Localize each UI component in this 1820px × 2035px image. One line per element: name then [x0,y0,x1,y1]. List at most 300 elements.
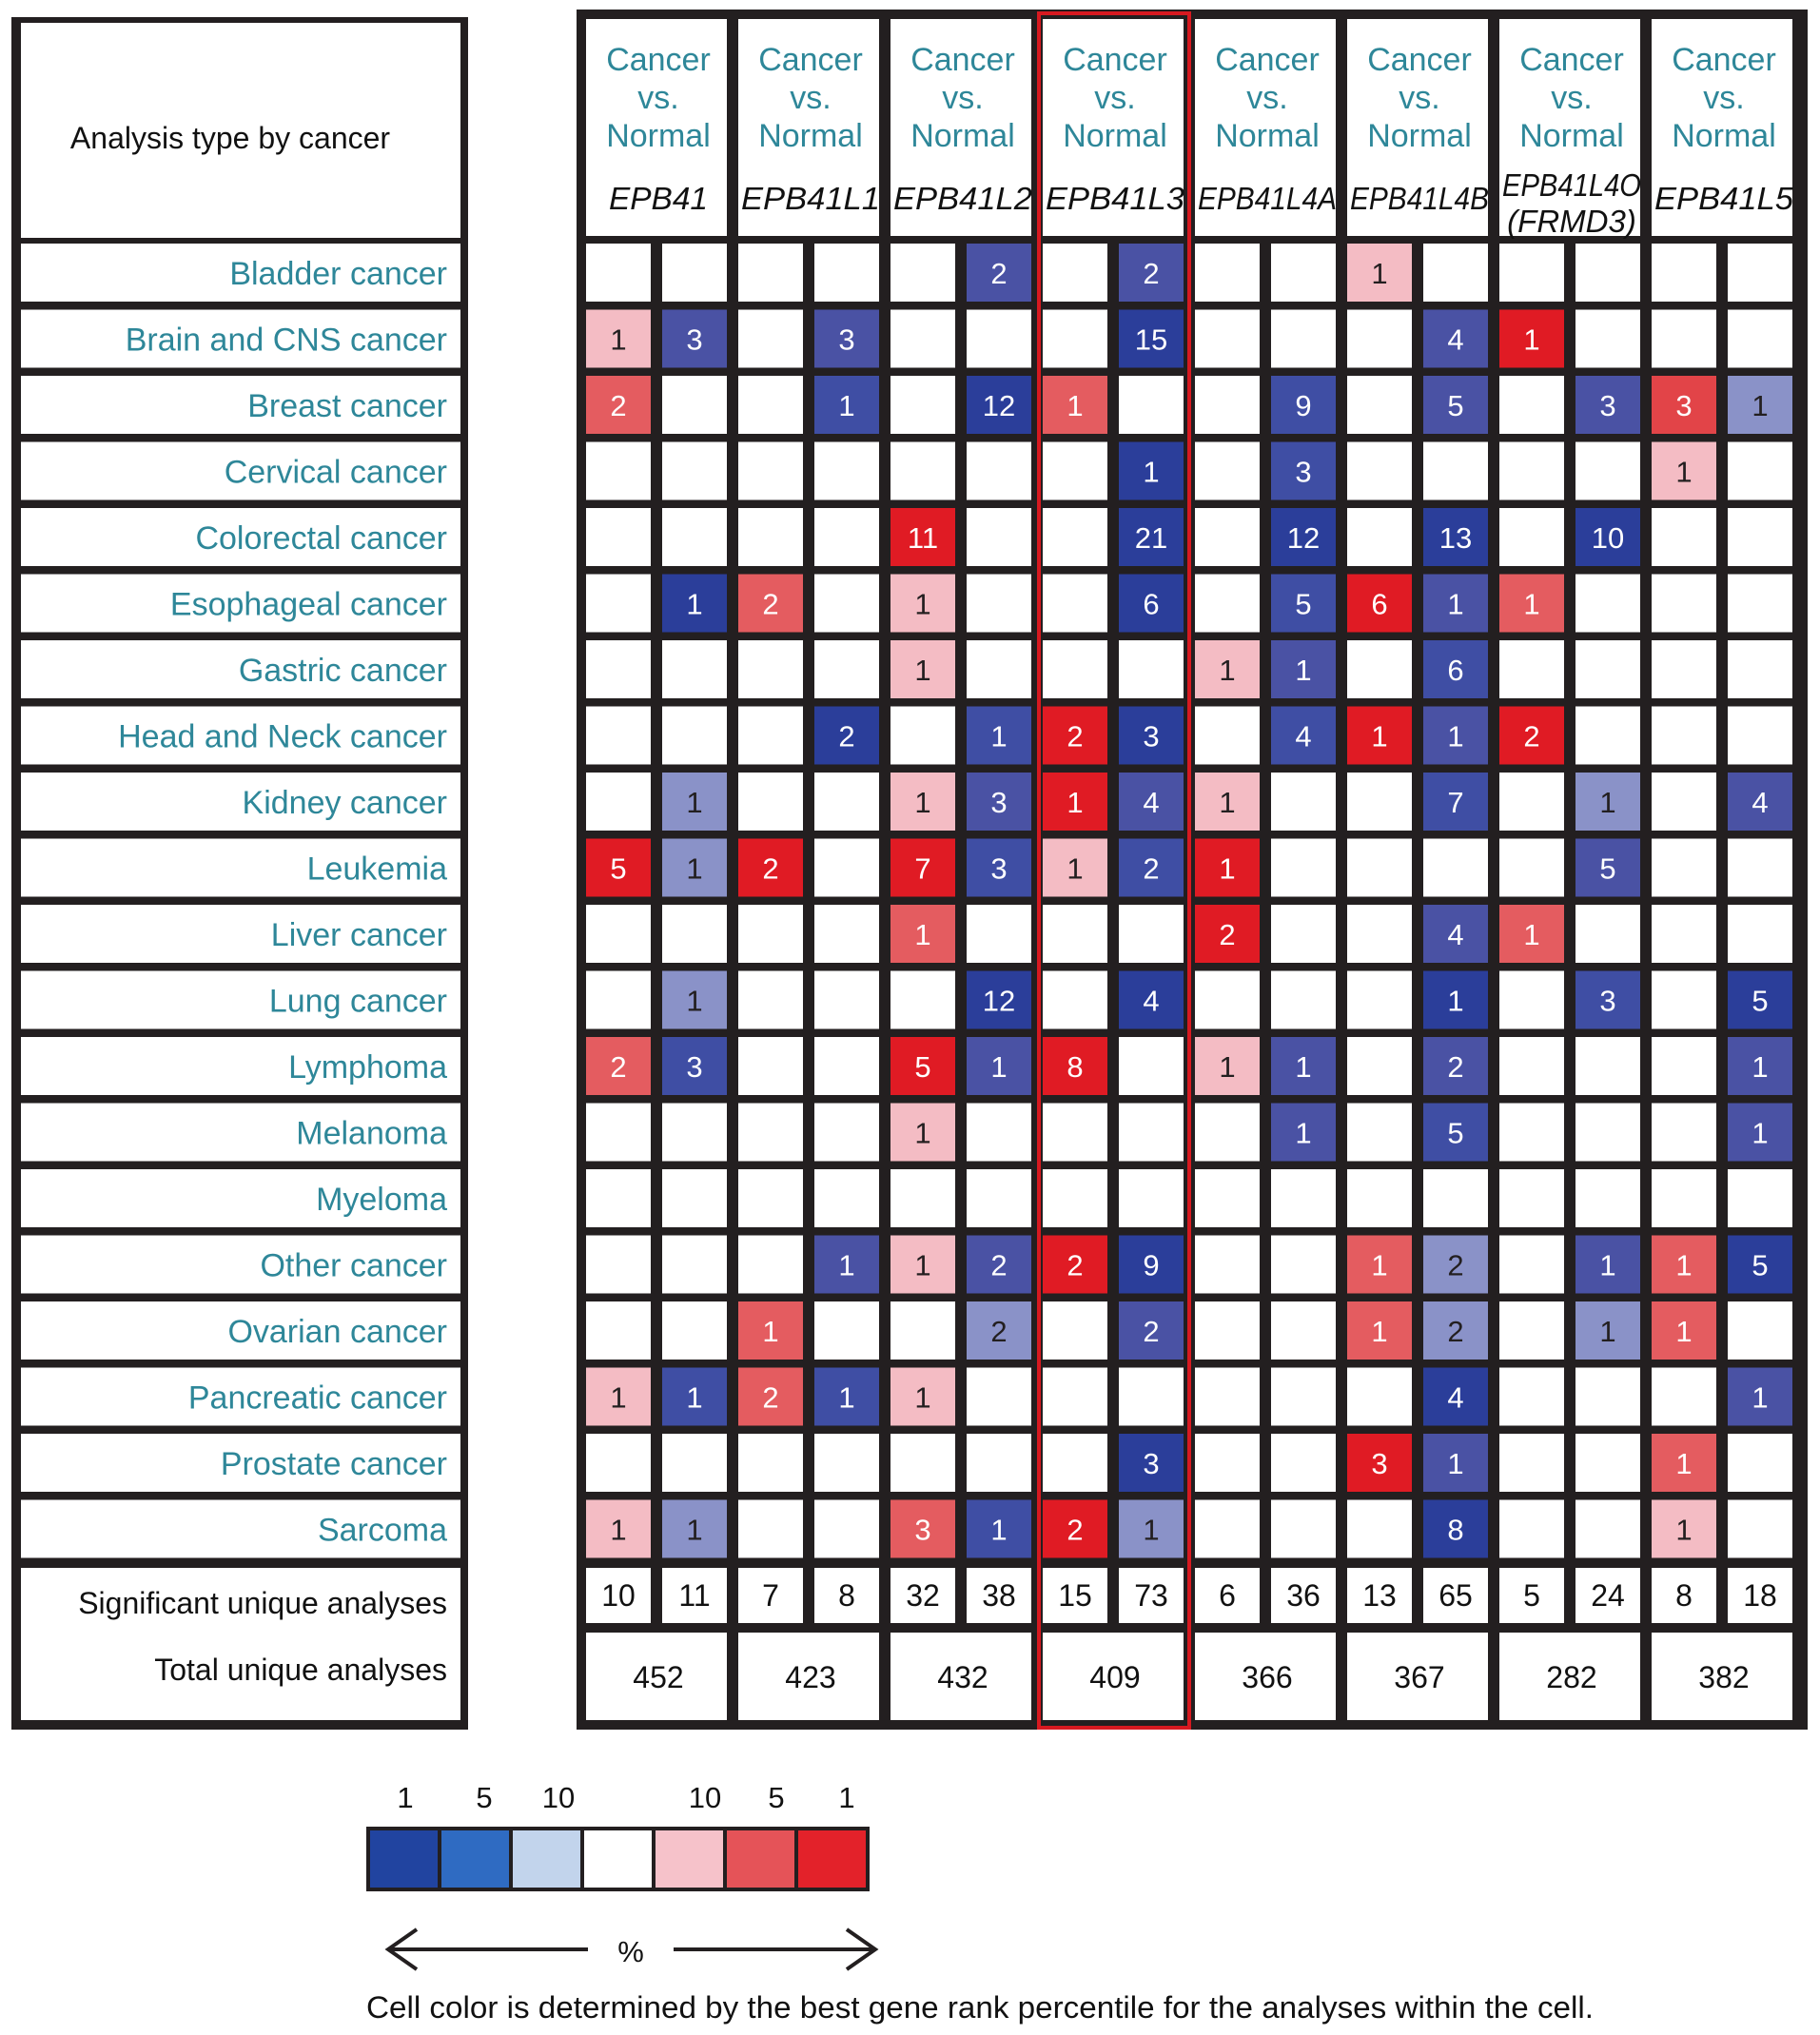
cell-value: 4 [1143,984,1160,1018]
heatmap-cell [1195,376,1260,434]
cell-value: 1 [1752,1050,1769,1084]
heatmap-cell [586,773,651,831]
heatmap-cell [586,1301,651,1360]
cell-value: 4 [1447,918,1464,951]
heatmap-cell [738,971,803,1029]
cell-value: 4 [1295,719,1312,753]
heatmap-cell [1271,1236,1336,1294]
heatmap-cell [586,1104,651,1162]
heatmap-cell [662,1301,727,1360]
heatmap-cell [1271,773,1336,831]
heatmap-cell [1575,244,1640,302]
heatmap-cell [1575,1434,1640,1492]
column-comparison-label: vs. [942,80,984,116]
heatmap-cell [1347,1037,1412,1095]
heatmap-cell [662,640,727,698]
cell-value: 3 [1371,1447,1388,1480]
cell-value: 2 [838,719,855,753]
cell-value: 1 [1447,984,1464,1018]
heatmap-cell [1119,905,1184,963]
column-gene-label: EPB41L4B [1350,181,1489,216]
heatmap-cell [586,1169,651,1227]
row-label: Brain and CNS cancer [125,322,447,359]
heatmap-cell [967,1104,1031,1162]
heatmap-cell [1271,1301,1336,1360]
heatmap-cell [1271,310,1336,368]
heatmap-cell [738,244,803,302]
heatmap-cell [814,244,879,302]
cell-value: 10 [1591,521,1625,555]
heatmap-cell [814,575,879,633]
cell-value: 6 [1371,587,1388,621]
heatmap-cell [1499,640,1564,698]
legend-swatch [656,1830,723,1888]
heatmap-cell [1043,905,1107,963]
cell-value: 7 [1447,786,1464,819]
heatmap-cell [1652,905,1716,963]
cell-value: 11 [907,521,939,555]
heatmap-cell [1499,839,1564,897]
heatmap-cell [1575,310,1640,368]
row-label: Gastric cancer [238,653,447,689]
heatmap-cell [1575,905,1640,963]
legend-tick-label: 5 [768,1781,785,1814]
cell-value: 2 [1447,1248,1464,1282]
heatmap-cell [814,839,879,897]
heatmap-cell [1728,1434,1792,1492]
cell-value: 1 [1371,1315,1388,1348]
heatmap-cell [738,1037,803,1095]
heatmap-cell [1575,575,1640,633]
row-label: Bladder cancer [229,256,447,292]
heatmap-cell [662,1104,727,1162]
heatmap-cell [890,1169,955,1227]
heatmap-cell [814,905,879,963]
cell-value: 2 [990,1315,1008,1348]
heatmap-cell [1043,244,1107,302]
column-comparison-label: Cancer [758,42,863,78]
heatmap-cell [814,640,879,698]
significant-value: 5 [1523,1578,1540,1613]
heatmap-cell [1652,310,1716,368]
row-label: Esophageal cancer [169,586,447,623]
heatmap-cell [1195,1169,1260,1227]
cell-value: 1 [1523,587,1540,621]
heatmap-cell [1043,1169,1107,1227]
heatmap-cell [1195,1434,1260,1492]
heatmap-cell [1499,1500,1564,1558]
cell-value: 8 [1067,1050,1084,1084]
heatmap-cell [1575,1500,1640,1558]
heatmap-cell [1043,640,1107,698]
heatmap-cell [738,707,803,765]
heatmap-cell [1652,1169,1716,1227]
cell-value: 1 [1599,1315,1616,1348]
row-label: Lymphoma [288,1049,447,1086]
cell-value: 3 [1143,719,1160,753]
heatmap-cell [738,310,803,368]
legend-tick-label: 1 [397,1781,414,1814]
cell-value: 6 [1143,587,1160,621]
heatmap-cell [1347,971,1412,1029]
heatmap-cell [1119,640,1184,698]
heatmap-cell [586,442,651,500]
heatmap-cell [890,1301,955,1360]
heatmap-cell [1728,1301,1792,1360]
cell-value: 1 [686,1513,703,1547]
cell-value: 3 [1675,389,1693,422]
column-comparison-label: Normal [1215,118,1320,154]
row-label: Head and Neck cancer [118,718,447,755]
cell-value: 3 [1295,455,1312,489]
cell-value: 1 [1067,851,1084,886]
cell-value: 1 [762,1315,779,1348]
column-comparison-label: Normal [758,118,863,154]
cell-value: 1 [1675,1513,1693,1547]
legend-tick-label: 10 [541,1781,576,1814]
heatmap-cell [890,310,955,368]
significant-value: 6 [1219,1578,1236,1613]
color-legend [366,1781,1594,2025]
significant-value: 10 [601,1578,636,1613]
column-comparison-label: Cancer [1672,42,1776,78]
column-comparison-label: Normal [910,118,1015,154]
heatmap-cell [586,971,651,1029]
heatmap-cell [1423,244,1488,302]
heatmap-cell [1652,508,1716,566]
row-label: Sarcoma [317,1512,447,1549]
legend-tick-label: 1 [838,1781,855,1814]
cell-value: 1 [990,719,1008,753]
heatmap-cell [814,1037,879,1095]
heatmap-cell [1652,1368,1716,1426]
heatmap-cell [738,1434,803,1492]
heatmap-cell [1119,376,1184,434]
cell-value: 1 [610,323,627,357]
heatmap-cell [586,1434,651,1492]
total-value: 423 [785,1660,836,1694]
heatmap-cell [1652,839,1716,897]
heatmap-cell [1652,640,1716,698]
heatmap-cell [890,707,955,765]
total-value: 409 [1089,1660,1141,1694]
cell-value: 3 [1599,389,1616,422]
cell-value: 2 [1447,1315,1464,1348]
cell-value: 1 [1675,1447,1693,1480]
heatmap-cell [1195,1301,1260,1360]
heatmap-cell [1728,508,1792,566]
total-value: 282 [1546,1660,1597,1694]
row-label: Colorectal cancer [195,520,447,557]
heatmap-cell [967,1368,1031,1426]
heatmap-cell [662,508,727,566]
column-gene-label: EPB41L2 [893,181,1032,216]
heatmap-cell [1728,310,1792,368]
heatmap-cell [967,310,1031,368]
heatmap-cell [1499,442,1564,500]
cell-value: 12 [1286,521,1321,555]
legend-tick-label: 5 [476,1781,493,1814]
cell-value: 1 [686,587,703,621]
cell-value: 15 [1134,323,1168,357]
cell-value: 1 [990,1513,1008,1547]
cell-value: 3 [1143,1447,1160,1480]
heatmap-cell [738,376,803,434]
heatmap-cell [1728,839,1792,897]
heatmap-cell [1195,575,1260,633]
heatmap-cell [1195,1500,1260,1558]
legend-swatch [727,1830,794,1888]
heatmap-cell [890,971,955,1029]
row-label: Myeloma [316,1182,447,1218]
heatmap-cell [662,442,727,500]
cell-value: 1 [1219,786,1236,819]
heatmap-cell [890,442,955,500]
heatmap-cell [967,508,1031,566]
heatmap-cell [1271,244,1336,302]
cell-value: 1 [686,851,703,886]
cell-value: 2 [1143,851,1160,886]
total-value: 432 [937,1660,988,1694]
column-comparison-label: Normal [1063,118,1167,154]
heatmap-cell [1347,442,1412,500]
heatmap-cell [738,1169,803,1227]
cell-value: 1 [1599,1248,1616,1282]
cell-value: 5 [610,851,627,886]
column-comparison-label: vs. [637,80,679,116]
cell-value: 2 [1067,1513,1084,1547]
cell-value: 1 [914,1116,931,1150]
heatmap-cell [1499,1104,1564,1162]
cell-value: 5 [1447,1116,1464,1150]
heatmap-cell [1347,1500,1412,1558]
legend-swatch [584,1830,652,1888]
heatmap-cell [814,1104,879,1162]
heatmap-cell [1728,905,1792,963]
row-label: Lung cancer [268,983,447,1020]
heatmap-cell [1499,1434,1564,1492]
heatmap-cell [738,1104,803,1162]
cell-value: 5 [1599,851,1616,886]
cell-value: 2 [762,851,779,886]
cell-value: 9 [1295,389,1312,422]
heatmap-cell [967,1434,1031,1492]
heatmap-cell [1271,1434,1336,1492]
column-comparison-label: vs. [1094,80,1136,116]
heatmap-cell [1499,773,1564,831]
heatmap-cell [1652,971,1716,1029]
heatmap-cell [1043,508,1107,566]
heatmap-cell [1043,575,1107,633]
heatmap-cell [1043,442,1107,500]
cell-value: 1 [914,1248,931,1282]
heatmap-cell [1728,1169,1792,1227]
cell-value: 2 [762,1380,779,1415]
heatmap-cell [586,575,651,633]
column-gene-label: EPB41 [609,181,708,216]
heatmap-cell [814,442,879,500]
heatmap-cell [1195,707,1260,765]
heatmap-cell [1575,640,1640,698]
heatmap-cell [1728,1500,1792,1558]
legend-swatch [798,1830,866,1888]
cell-value: 1 [1371,1248,1388,1282]
column-comparison-label: vs. [1703,80,1745,116]
heatmap-cell [738,1500,803,1558]
cell-value: 5 [1295,587,1312,621]
cell-value: 4 [1143,786,1160,819]
column-comparison-label: vs. [1551,80,1593,116]
heatmap-cell [1499,1169,1564,1227]
row-label: Ovarian cancer [227,1314,447,1350]
heatmap-cell [1499,508,1564,566]
cell-value: 1 [1752,1380,1769,1415]
cell-value: 1 [1219,851,1236,886]
heatmap-cell [1043,310,1107,368]
heatmap-cell [1347,1104,1412,1162]
cell-value: 13 [1438,521,1473,555]
heatmap-cell [662,1169,727,1227]
heatmap-cell [738,640,803,698]
heatmap-cell [1499,244,1564,302]
header-label: Analysis type by cancer [69,121,391,155]
total-value: 452 [633,1660,684,1694]
heatmap-cell [1575,1037,1640,1095]
row-label: Other cancer [260,1247,447,1284]
cell-value: 2 [1143,1315,1160,1348]
heatmap-cell [586,1236,651,1294]
significant-value: 11 [678,1578,711,1613]
significant-value: 38 [982,1578,1016,1613]
heatmap-cell [814,773,879,831]
heatmap-cell [1575,1169,1640,1227]
cell-value: 12 [982,389,1016,422]
cell-value: 2 [1143,257,1160,290]
column-comparison-label: vs. [1246,80,1288,116]
column-comparison-label: Normal [606,118,711,154]
legend-swatch [513,1830,580,1888]
cell-value: 5 [1447,389,1464,422]
significant-value: 8 [1675,1578,1693,1613]
heatmap-cell [1347,839,1412,897]
heatmap-cell [1347,310,1412,368]
heatmap-cell [1728,640,1792,698]
row-label: Pancreatic cancer [187,1379,447,1417]
row-label: Leukemia [306,851,447,888]
cell-value: 1 [1219,1050,1236,1084]
heatmap-cell [1271,1368,1336,1426]
heatmap-cell [1195,1236,1260,1294]
cell-value: 5 [1752,984,1769,1018]
cell-value: 12 [982,984,1016,1018]
cell-value: 3 [1599,984,1616,1018]
column-gene-label: EPB41L3 [1046,181,1185,216]
heatmap-cell [1347,376,1412,434]
cell-value: 1 [1447,1447,1464,1480]
cell-value: 1 [838,1248,855,1282]
cell-value: 1 [1599,786,1616,819]
cell-value: 1 [1295,654,1312,687]
significant-value: 65 [1438,1578,1473,1613]
cell-value: 1 [686,1380,703,1415]
heatmap-cell [1043,1104,1107,1162]
cell-value: 3 [686,1050,703,1084]
cell-value: 1 [1752,389,1769,422]
heatmap-cell [1195,971,1260,1029]
cell-value: 3 [838,323,855,357]
cell-value: 1 [914,786,931,819]
significant-label: Significant unique analyses [78,1586,447,1620]
cell-value: 1 [1752,1116,1769,1150]
column-comparison-label: vs. [790,80,832,116]
significant-value: 73 [1134,1578,1168,1613]
cell-value: 1 [914,587,931,621]
cell-value: 1 [1523,323,1540,357]
heatmap-cell [1271,1169,1336,1227]
heatmap-cell [586,244,651,302]
cell-value: 5 [914,1050,931,1084]
heatmap-cell [1728,707,1792,765]
heatmap-cell [586,905,651,963]
heatmap-cell [967,575,1031,633]
heatmap-cell [967,442,1031,500]
cell-value: 1 [838,1380,855,1415]
heatmap-cell [586,707,651,765]
column-gene-label: EPB41L4O [1502,167,1641,203]
heatmap-cell [1652,773,1716,831]
heatmap-cell [738,508,803,566]
cell-value: 4 [1752,786,1769,819]
significant-value: 15 [1058,1578,1092,1613]
row-label: Breast cancer [247,388,447,424]
cell-value: 21 [1134,521,1168,555]
cell-value: 8 [1447,1513,1464,1547]
cell-value: 1 [1675,1248,1693,1282]
heatmap-cell [662,905,727,963]
heatmap-cell [1423,442,1488,500]
heatmap-cell [1347,1169,1412,1227]
total-label: Total unique analyses [154,1653,447,1687]
heatmap-cell [1499,1037,1564,1095]
heatmap-cell [1195,1368,1260,1426]
cell-value: 1 [1371,719,1388,753]
heatmap-cell [738,442,803,500]
heatmap-cell [890,1434,955,1492]
heatmap-cell [967,905,1031,963]
cell-value: 1 [914,1380,931,1415]
heatmap-cell [1499,1368,1564,1426]
cell-value: 1 [1447,587,1464,621]
row-label: Melanoma [296,1115,447,1152]
column-comparison-label: Normal [1519,118,1624,154]
column-comparison-label: Normal [1367,118,1472,154]
column-gene-label: EPB41L5 [1654,181,1794,216]
heatmap-cell [814,1301,879,1360]
cell-value: 9 [1143,1248,1160,1282]
heatmap-cell [662,376,727,434]
heatmap-cell [1119,1104,1184,1162]
cell-value: 2 [1219,918,1236,951]
legend-swatch [441,1830,509,1888]
heatmap-cell [1423,1169,1488,1227]
heatmap-cell [1728,244,1792,302]
cell-value: 1 [1675,1315,1693,1348]
heatmap-cell [1499,1236,1564,1294]
heatmap-cell [1271,839,1336,897]
cell-value: 3 [990,786,1008,819]
row-label: Liver cancer [270,917,447,953]
heatmap-cell [1119,1037,1184,1095]
